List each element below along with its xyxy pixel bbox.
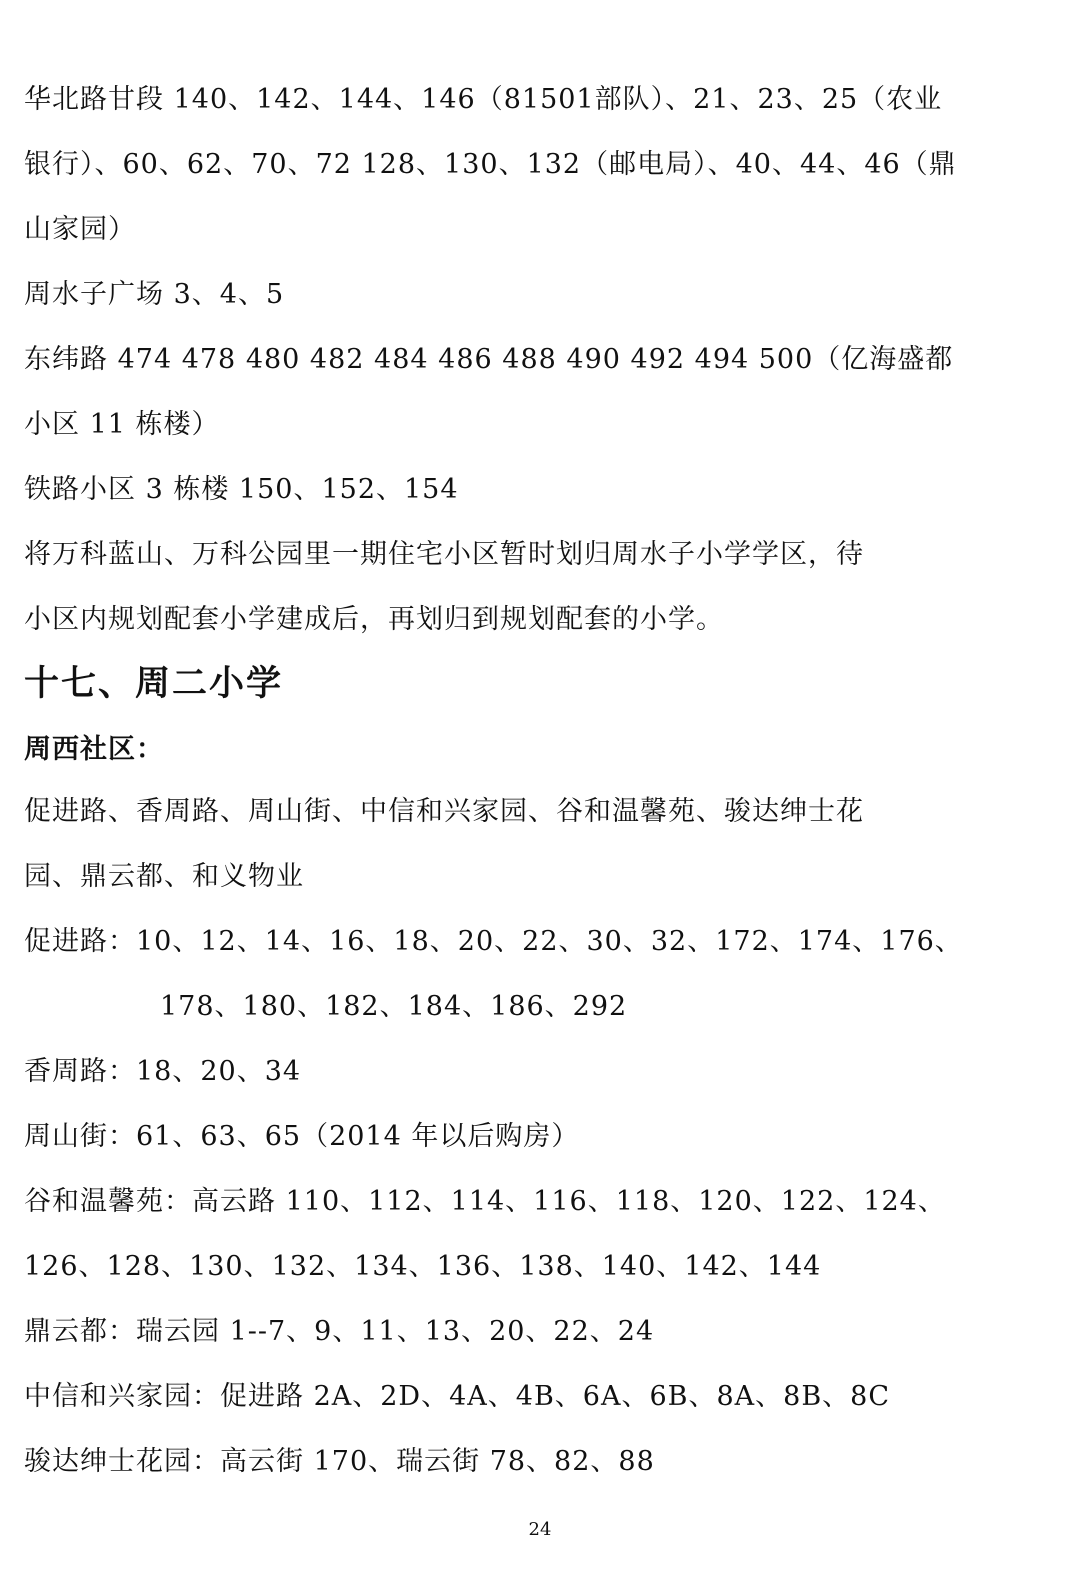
text-line: 126、128、130、132、134、136、138、140、142、144 [24,1251,822,1282]
section-heading: 十七、周二小学 [24,664,284,704]
text-line: 铁路小区 3 栋楼 150、152、154 [24,474,459,505]
text-line: 促进路、香周路、周山街、中信和兴家园、谷和温馨苑、骏达绅士花 [24,796,864,827]
text-line: 小区 11 栋楼） [24,409,220,440]
text-line: 山家园） [24,214,136,245]
text-line: 东纬路 474 478 480 482 484 486 488 490 492 494 500（亿海盛都 [24,344,954,375]
text-line: 香周路：18、20、34 [24,1056,302,1087]
text-line: 中信和兴家园：促进路 2A、2D、4A、4B、6A、6B、8A、8B、8C [24,1381,891,1412]
text-line: 骏达绅士花园：高云街 170、瑞云街 78、82、88 [24,1446,655,1477]
page-number: 24 [528,1519,552,1540]
text-line: 将万科蓝山、万科公园里一期住宅小区暂时划归周水子小学学区，待 [24,539,864,570]
text-line: 谷和温馨苑：高云路 110、112、114、116、118、120、122、124、 [24,1186,946,1217]
text-line: 周水子广场 3、4、5 [24,279,285,310]
text-line: 园、鼎云都、和义物业 [24,861,304,892]
text-line: 周山街：61、63、65（2014 年以后购房） [24,1121,580,1152]
text-line: 银行）、60、62、70、72 128、130、132（邮电局）、40、44、46（鼎 [24,149,957,180]
text-line: 促进路：10、12、14、16、18、20、22、30、32、172、174、176、 [24,926,963,957]
text-line: 华北路甘段 140、142、144、146（81501部队）、21、23、25（农业 [24,84,943,115]
text-line: 178、180、182、184、186、292 [160,991,628,1022]
text-line: 小区内规划配套小学建成后，再划归到规划配套的小学。 [24,604,724,635]
text-line: 鼎云都：瑞云园 1--7、9、11、13、20、22、24 [24,1316,655,1347]
community-heading: 周西社区： [24,734,164,765]
